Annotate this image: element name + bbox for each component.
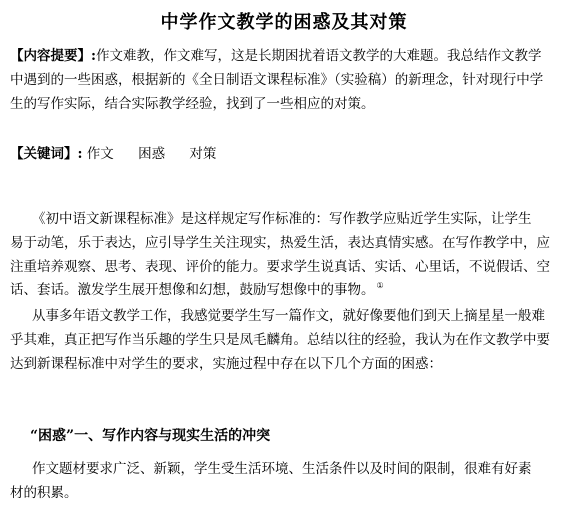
body-paragraph-1	[10, 208, 558, 303]
paragraph-line: 《初中语文新课程标准》是这样规定写作标准的：写作教学应贴近学生实际，让学生	[32, 211, 532, 227]
abstract-line: 生的写作实际，结合实际教学经验，找到了一些相应的对策。	[10, 95, 375, 112]
section-heading: “困惑”一、写作内容与现实生活的冲突	[30, 428, 271, 444]
keyword-item: 困惑	[138, 146, 166, 162]
paragraph-line: 作文题材要求广泛、新颖，学生受生活环境、生活条件以及时间的限制，很难有好素	[32, 461, 532, 477]
paragraph-line: 达到新课程标准中对学生的要求，实施过程中存在以下几个方面的困惑：	[10, 355, 442, 372]
abstract-paragraph	[10, 45, 558, 116]
paragraph-line: 易于动笔，乐于表达，应引导学生关注现实，热爱生活，表达真情实感。在写作教学中，应	[10, 234, 550, 251]
section-1-paragraph	[10, 458, 558, 506]
keyword-item: 作文	[86, 146, 114, 162]
paragraph-line: 注重培养观察、思考、表现、评价的能力。要求学生说真话、实话、心里话，不说假话、空	[10, 258, 550, 275]
keywords-paragraph	[10, 143, 558, 167]
paragraph-line: 乎其难，真正把写作当乐趣的学生只是凤毛麟角。总结以往的经验，我认为在作文教学中要	[10, 331, 550, 348]
abstract-line: 中遇到的一些困惑，根据新的《全日制语文课程标准》（实验稿）的新理念，针对现行中学	[10, 71, 544, 88]
body-paragraph-2	[10, 305, 558, 376]
keywords-label: 【关键词】:	[10, 146, 83, 162]
abstract-text: 作文难教，作文难写，这是长期困扰着语文教学的大难题。我总结作文教学	[95, 48, 542, 64]
keyword-item: 对策	[189, 146, 217, 162]
paragraph-line: 材的积累。	[10, 484, 78, 501]
abstract-line	[10, 45, 558, 69]
document-title: 中学作文教学的困惑及其对策	[160, 12, 408, 33]
paragraph-line: 从事多年语文教学工作，我感觉要学生写一篇作文，就好像要他们到天上摘星星一般难	[32, 308, 545, 324]
paragraph-line: 话、套话。激发学生展开想像和幻想，鼓励写想像中的事物。	[10, 282, 375, 299]
footnote-marker: ①	[376, 281, 384, 291]
abstract-label: 【内容提要】:	[10, 48, 96, 64]
